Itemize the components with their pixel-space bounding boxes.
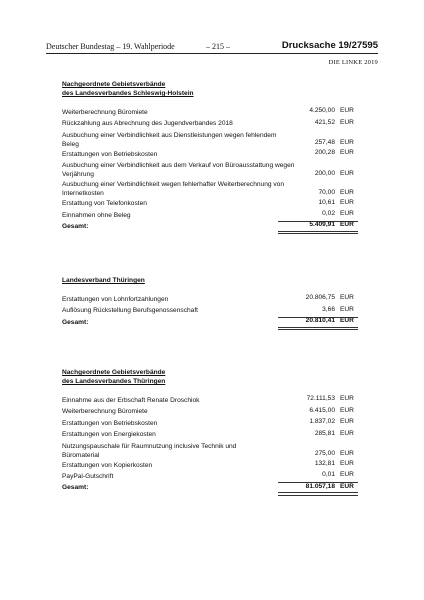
row-currency: EUR xyxy=(340,305,354,313)
page-header xyxy=(46,40,378,54)
total-amount: 20.810,41 xyxy=(305,317,335,325)
document-number xyxy=(282,40,378,51)
row-amount: 70,00 xyxy=(318,188,335,196)
row-amount: 20.806,75 xyxy=(305,294,335,302)
row-label: Nutzungspauschale für Raumnutzung inclusive Technik und Büromaterial xyxy=(62,442,237,459)
row-amount: 1.837,02 xyxy=(309,418,335,426)
row-label: Erstattung von Telefonkosten xyxy=(62,200,147,208)
row-currency: EUR xyxy=(340,450,354,458)
row-label: Ausbuchung einer Verbindlichkeit wegen fehlerhafter Weiterberechnung von Internetkosten xyxy=(62,181,285,198)
row-amount: 421,52 xyxy=(314,118,335,126)
party-report-label: DIE LINKE 2019 xyxy=(328,59,378,66)
total-amount: 5.409,91 xyxy=(309,221,335,229)
row-amount: 10,61 xyxy=(318,198,335,206)
row-label: Weiterberechnung Büromiete xyxy=(62,408,148,416)
total-amount: 81.057,18 xyxy=(305,482,335,490)
income-row xyxy=(62,441,358,460)
row-amount: 132,81 xyxy=(314,460,335,468)
section-title-line: Nachgeordnete Gebietsverbände xyxy=(62,369,166,376)
row-currency: EUR xyxy=(340,188,354,196)
row-label: Erstattungen von Betriebskosten xyxy=(62,150,158,158)
row-label: Einnahme aus der Erbschaft Renate Droschiok xyxy=(62,397,200,404)
section-thueringen-state xyxy=(62,276,358,328)
row-amount: 6.415,00 xyxy=(309,406,335,414)
row-currency: EUR xyxy=(340,429,354,437)
total-currency: EUR xyxy=(340,317,354,325)
section-title-line: Landesverband Thüringen xyxy=(62,277,145,284)
row-currency: EUR xyxy=(340,418,354,426)
total-label: Gesamt: xyxy=(62,318,89,326)
row-currency: EUR xyxy=(340,149,354,157)
row-amount: 200,28 xyxy=(314,149,335,157)
row-amount: 0,02 xyxy=(322,210,335,218)
row-currency: EUR xyxy=(340,169,354,177)
total-label: Gesamt: xyxy=(62,484,89,492)
row-currency: EUR xyxy=(340,118,354,126)
income-row xyxy=(62,149,358,160)
total-currency: EUR xyxy=(340,482,354,490)
income-row xyxy=(62,160,358,179)
row-currency: EUR xyxy=(340,406,354,414)
row-amount: 72.111,53 xyxy=(306,395,335,403)
row-currency: EUR xyxy=(340,395,354,403)
row-label: PayPal-Gutschrift xyxy=(62,472,114,480)
section-sh-subdivisions xyxy=(62,80,358,232)
total-currency: EUR xyxy=(340,221,354,229)
page-number: – 215 – xyxy=(206,42,230,51)
section-title-line: des Landesverbandes Schleswig-Holstein xyxy=(62,90,194,97)
row-currency: EUR xyxy=(340,460,354,468)
income-row xyxy=(62,460,358,471)
income-row xyxy=(62,418,358,429)
document-number-prefix: Drucksache 19/ xyxy=(281,40,352,51)
income-row xyxy=(62,130,358,149)
total-double-rule xyxy=(278,492,358,495)
document-number-value: 27595 xyxy=(351,40,378,51)
income-row xyxy=(62,107,358,118)
row-currency: EUR xyxy=(340,139,354,147)
row-label: Erstattungen von Betriebskosten xyxy=(62,419,158,427)
row-label: Erstattungen von Energiekosten xyxy=(62,431,156,439)
total-label: Gesamt: xyxy=(62,222,89,230)
row-currency: EUR xyxy=(340,107,354,115)
row-label: Ausbuchung einer Verbindlichkeit aus Dienstleistungen wegen fehlendem Beleg xyxy=(62,131,277,148)
row-amount: 3,66 xyxy=(322,305,335,313)
parliament-period: Deutscher Bundestag – 19. Wahlperiode xyxy=(46,42,175,51)
row-label: Rückzahlung aus Abrechnung des Jugendverbandes 2018 xyxy=(62,120,233,128)
row-amount: 257,48 xyxy=(314,139,335,147)
income-row xyxy=(62,429,358,440)
total-double-rule xyxy=(278,327,358,330)
total-double-rule xyxy=(278,231,358,234)
row-label: Ausbuchung einer Verbindlichkeit aus dem Verkauf von Büroausstattung wegen Verjährung xyxy=(62,162,295,179)
row-amount: 0,01 xyxy=(322,471,335,479)
total-row xyxy=(62,221,358,232)
row-label: Erstattungen von Lohnfortzahlungen xyxy=(62,296,169,303)
row-amount: 4.250,00 xyxy=(309,107,335,115)
row-amount: 285,81 xyxy=(314,429,335,437)
row-amount: 275,00 xyxy=(314,450,335,458)
income-row xyxy=(62,118,358,129)
income-row xyxy=(62,198,358,209)
row-label: Auflösung Rückstellung Berufsgenossenschaft xyxy=(62,307,198,315)
income-row xyxy=(62,179,358,198)
total-row xyxy=(62,317,358,328)
row-amount: 200,00 xyxy=(314,169,335,177)
row-currency: EUR xyxy=(340,471,354,479)
row-currency: EUR xyxy=(340,210,354,218)
row-currency: EUR xyxy=(340,198,354,206)
income-row xyxy=(62,294,358,305)
row-label: Erstattungen von Kopierkosten xyxy=(62,461,153,469)
row-label: Weiterberechnung Büromiete xyxy=(62,109,148,116)
total-row xyxy=(62,482,358,493)
row-label: Einnahmen ohne Beleg xyxy=(62,211,131,219)
row-currency: EUR xyxy=(340,294,354,302)
section-title-line: Nachgeordnete Gebietsverbände xyxy=(62,81,166,88)
section-thueringen-subdivisions xyxy=(62,368,358,494)
header-rule xyxy=(46,53,378,54)
section-title-line: des Landesverbandes Thüringen xyxy=(62,378,166,385)
